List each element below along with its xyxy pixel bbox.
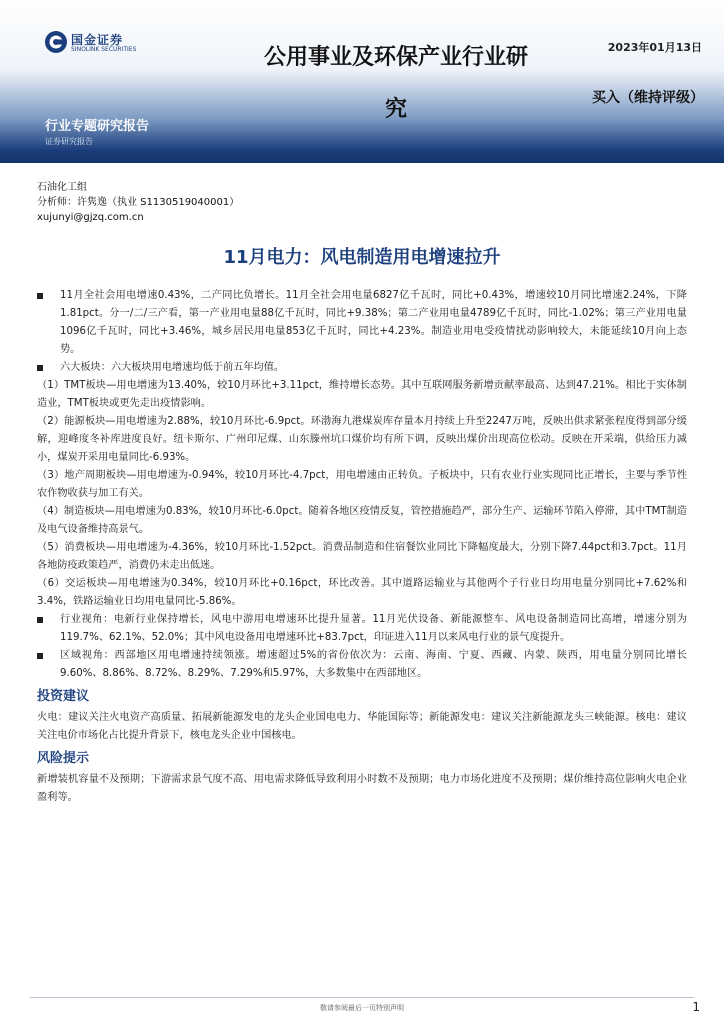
bullet-regional-view	[37, 647, 687, 683]
analyst-name: 分析师：许隽逸（执业 S1130519040001）	[37, 197, 240, 208]
paragraph-consumer: （5）消费板块—用电增速为-4.36%，较10月环比-1.52pct。消费品制造和住宿餐饮业同比下降幅度最大，分别下降7.44pct和3.7pct。11月各地防疫政策趋严，消费仍未走出低迷。	[37, 542, 687, 571]
bullet-square-icon	[37, 365, 43, 371]
report-title-line1: 公用事业及环保产业行业研	[263, 45, 528, 70]
paragraph-tmt: （1）TMT板块—用电增速为13.40%，较10月环比+3.11pct，维持增长态势。其中互联网服务新增贡献率最高、达到47.21%。相比于实体制造业，TMT板块或更先走出疫情影响。	[37, 380, 687, 409]
analyst-info	[37, 180, 239, 225]
footer-divider	[30, 997, 694, 998]
logo-en-text: SINOLINK SECURITIES	[71, 46, 137, 53]
bullet-regional-view-text: 区域视角：西部地区用电增速持续领涨。增速超过5%的省份依次为：云南、海南、宁夏、西藏、内蒙、陕西，用电量分别同比增长9.60%、8.86%、8.72%、8.29%、7.29%和5.97%，大多数集中在西部地区。	[60, 650, 687, 679]
rating-label: 买入（维持评级）	[592, 90, 704, 106]
paragraph-manufacturing: （4）制造板块—用电增速为0.83%，较10月环比-6.0pct。随着各地区疫情反复，管控措施趋严，部分生产、运输环节陷入停滞，其中TMT制造及电气设备维持高景气。	[37, 506, 687, 535]
investment-advice-title: 投资建议	[37, 689, 90, 704]
bullet-square-icon	[37, 617, 43, 623]
report-subtype: 证券研究报告	[45, 137, 93, 146]
report-body	[37, 287, 687, 807]
report-title	[226, 47, 566, 121]
page-number: 1	[692, 1000, 700, 1014]
bullet-overview-text: 11月全社会用电增速0.43%，二产同比负增长。11月全社会用电量6827亿千瓦时，同比+0.43%，增速较10月同比增速2.24%，下降1.81pct。分一/二/三产看，第一产业用电量88亿千瓦时，同比+9.38%；第二产业用电量4789亿千瓦时，同比-1.02%；第三产业用电量1096亿千瓦时，同比+3.46%，城乡居民用电量853亿千瓦时，同比+4.23%。制造业用电受疫情扰动影响较大，未能延续10月向上态势。	[60, 290, 687, 355]
footer-disclaimer: 敬请参阅最后一页特别声明	[320, 1004, 404, 1012]
article-headline: 11月电力：风电制造用电增速拉升	[223, 247, 501, 268]
report-type: 行业专题研究报告	[45, 119, 150, 134]
bullet-square-icon	[37, 293, 43, 299]
risk-warning-text: 新增装机容量不及预期；下游需求景气度不高、用电需求降低导致利用小时数不及预期；电力市场化进度不及预期；煤价维持高位影响火电企业盈利等。	[37, 774, 687, 803]
bullet-industry-view	[37, 611, 687, 647]
bullet-square-icon	[37, 653, 43, 659]
analyst-email: xujunyi@gjzq.com.cn	[37, 212, 144, 223]
paragraph-property: （3）地产周期板块—用电增速为-0.94%，较10月环比-4.7pct，用电增速由正转负。子板块中，只有农业行业实现同比正增长，主要与季节性农作物收获与加工有关。	[37, 470, 687, 499]
investment-advice-text: 火电：建议关注火电资产高质量、拓展新能源发电的龙头企业国电电力、华能国际等；新能源发电：建议关注新能源龙头三峡能源。核电：建议关注电价市场化占比提升背景下，核电龙头企业中国核电。	[37, 712, 687, 741]
logo-cn-text: 国金证券	[71, 33, 124, 47]
bullet-six-sectors	[37, 359, 687, 377]
report-title-line2: 究	[384, 97, 407, 122]
paragraph-transport: （6）交运板块—用电增速为0.34%，较10月环比+0.16pct，环比改善。其中道路运输业与其他两个子行业日均用电量分别同比+7.62%和3.4%，铁路运输业日均用电量同比-5.86%。	[37, 578, 687, 607]
bullet-industry-view-text: 行业视角：电新行业保持增长，风电中游用电增速环比提升显著。11月光伏设备、新能源整车、风电设备制造同比高增，增速分别为119.7%、62.1%、52.0%；其中风电设备用电增速环比+83.7pct，印证进入11月以来风电行业的景气度提升。	[60, 614, 687, 643]
risk-warning-title: 风险提示	[37, 751, 90, 766]
bullet-overview	[37, 287, 687, 359]
bullet-six-sectors-text: 六大板块：六大板块用电增速均低于前五年均值。	[60, 362, 285, 373]
header-banner	[0, 0, 724, 163]
paragraph-energy: （2）能源板块—用电增速为2.88%，较10月环比-6.9pct。环渤海九港煤炭库存量本月持续上升至2247万吨，反映出供求紧张程度得到部分缓解，迎峰度冬补库进度良好。纽卡斯尔、广州印尼煤、山东滕州坑口煤价均有所下调，反映出煤价出现高位松动。反映在开采端，供给压力减小，煤炭开采用电量同比-6.93%。	[37, 416, 687, 463]
company-logo	[44, 30, 174, 58]
logo-icon	[44, 30, 68, 54]
team-name: 石油化工组	[37, 182, 87, 193]
report-date: 2023年01月13日	[607, 41, 702, 54]
